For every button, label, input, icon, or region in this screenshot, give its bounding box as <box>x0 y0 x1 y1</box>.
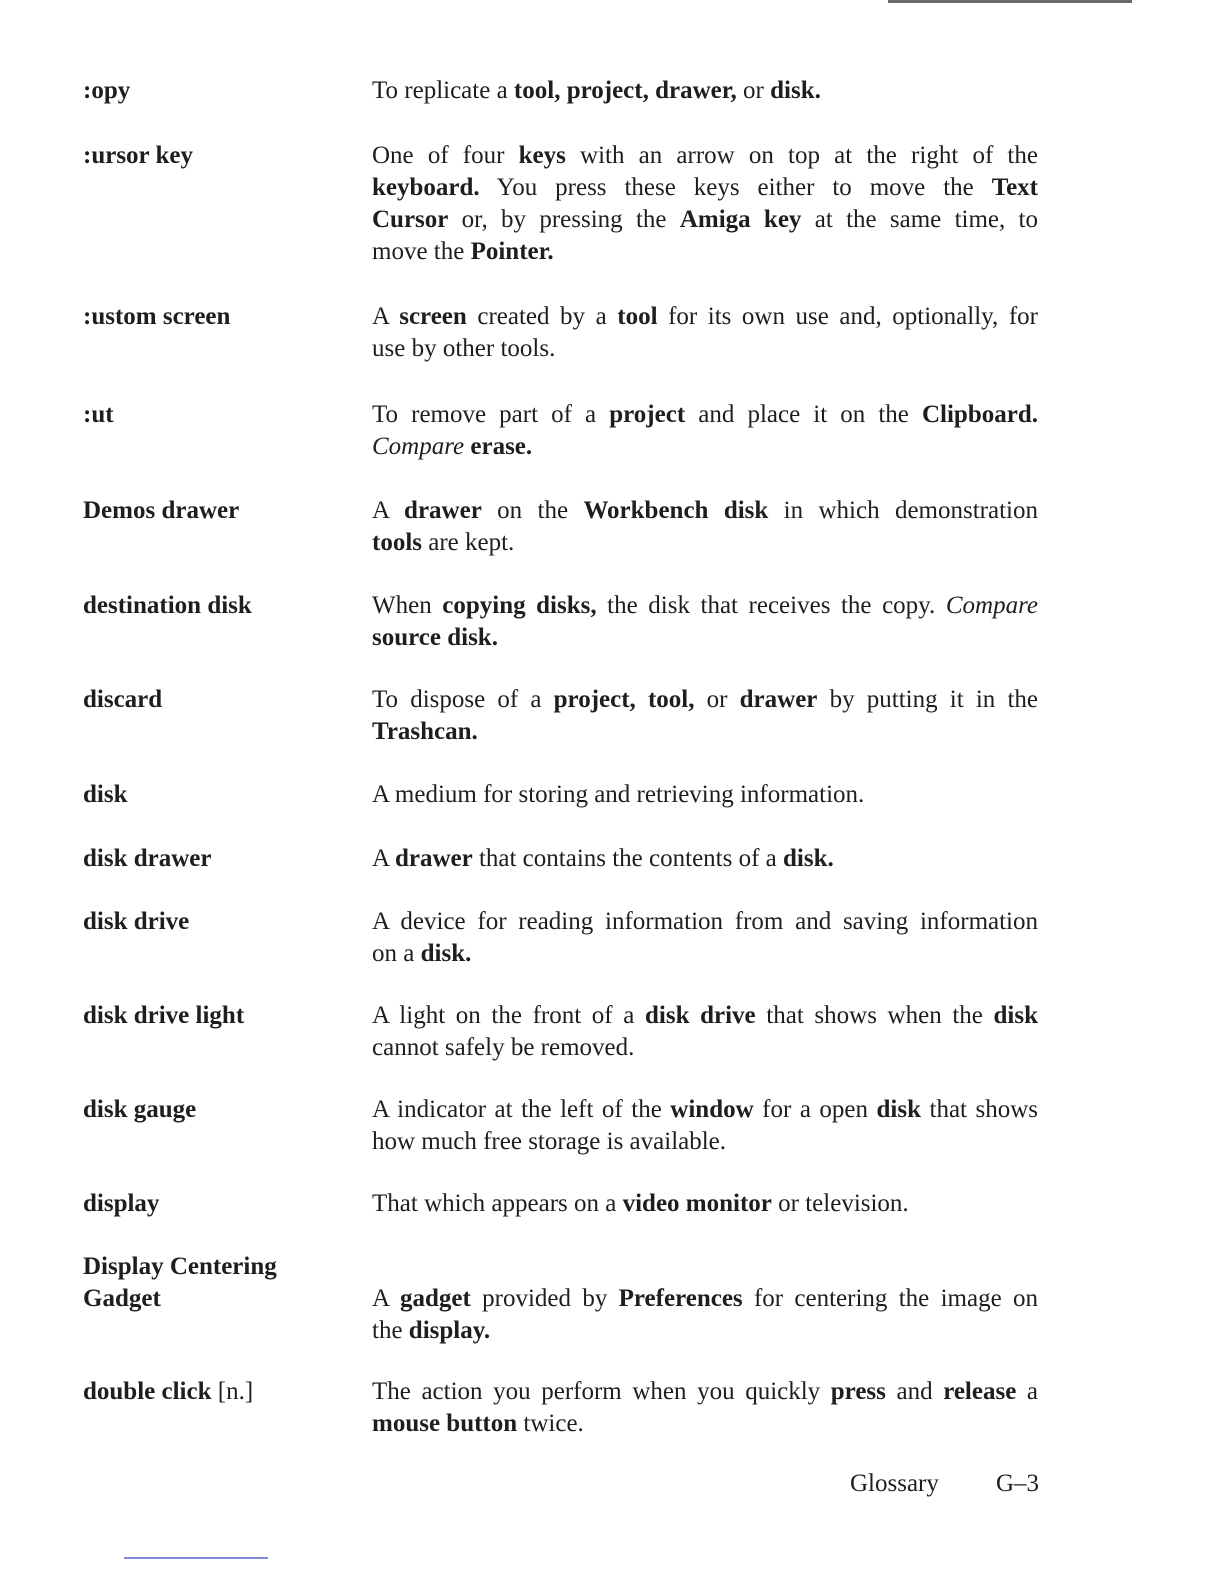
definition-text: for a open <box>753 1096 877 1123</box>
cross-reference-term: tool, project, drawer, <box>513 77 737 104</box>
definition-text: that shows when the <box>755 1002 994 1029</box>
cross-reference-term: drawer <box>394 845 473 872</box>
glossary-definition <box>372 75 1038 107</box>
cross-reference-term: video monitor <box>622 1190 772 1217</box>
cross-reference-term: Preferences <box>618 1285 743 1312</box>
definition-text: When <box>372 592 443 619</box>
definition-line <box>372 938 1038 970</box>
cross-reference-term: disk. <box>420 940 472 967</box>
definition-line <box>372 1376 1038 1408</box>
glossary-term-text: double click <box>83 1378 212 1405</box>
glossary-term <box>83 779 353 811</box>
footer-section-title: Glossary <box>850 1470 939 1497</box>
glossary-term-text: display <box>83 1190 160 1217</box>
glossary-term-text: disk <box>83 781 128 808</box>
bottom-rule <box>124 1557 268 1559</box>
definition-text: A medium for storing and retrieving information. <box>372 781 865 808</box>
glossary-term <box>83 75 353 107</box>
definition-text: created by a <box>466 303 618 330</box>
definition-text: provided by <box>470 1285 619 1312</box>
glossary-definition <box>372 399 1038 463</box>
cross-reference-term: drawer <box>404 497 482 524</box>
definition-line <box>372 1000 1038 1032</box>
definition-line <box>372 684 1038 716</box>
definition-text: or <box>736 77 771 104</box>
definition-text: move the <box>372 238 471 265</box>
glossary-term-text: :opy <box>83 77 131 104</box>
cross-reference-term: Amiga key <box>679 206 802 233</box>
glossary-term-text: Demos drawer <box>83 497 240 524</box>
cross-reference-term: release <box>943 1378 1017 1405</box>
definition-text: that contains the contents of a <box>472 845 784 872</box>
definition-text: how much free storage is available. <box>372 1128 727 1155</box>
glossary-term <box>83 843 353 875</box>
cross-reference-term: press <box>830 1378 886 1405</box>
italic-text: Compare <box>372 433 465 460</box>
definition-text: A device for reading information from and saving information <box>372 908 1038 935</box>
cross-reference-term: disk <box>876 1096 921 1123</box>
definition-text: A <box>372 1285 400 1312</box>
definition-text: by putting it in the <box>817 686 1038 713</box>
definition-text: To dispose of a <box>372 686 554 713</box>
definition-text: use by other tools. <box>372 335 556 362</box>
definition-text: That which appears on a <box>372 1190 623 1217</box>
glossary-definition <box>372 140 1038 268</box>
glossary-term-text: disk drive <box>83 908 190 935</box>
definition-line <box>372 1408 1038 1440</box>
definition-text: cannot safely be removed. <box>372 1034 635 1061</box>
definition-text: To remove part of a <box>372 401 610 428</box>
definition-line <box>372 1032 1038 1064</box>
definition-text: or <box>694 686 740 713</box>
cross-reference-term: tool <box>617 303 658 330</box>
glossary-definition <box>372 1188 1038 1220</box>
cross-reference-term: display. <box>408 1317 491 1344</box>
glossary-term <box>83 1188 353 1220</box>
definition-line <box>372 1283 1038 1315</box>
glossary-term-note: [n.] <box>217 1378 254 1405</box>
cross-reference-term: window <box>670 1096 754 1123</box>
definition-line <box>372 906 1038 938</box>
glossary-definition <box>372 1000 1038 1064</box>
definition-line <box>372 140 1038 172</box>
glossary-definition <box>372 906 1038 970</box>
definition-line <box>372 779 1038 811</box>
cross-reference-term: screen <box>399 303 467 330</box>
cross-reference-term: Trashcan. <box>372 718 478 745</box>
cross-reference-term: Workbench disk <box>583 497 769 524</box>
cross-reference-term: Pointer. <box>470 238 554 265</box>
glossary-definition <box>372 590 1038 654</box>
cross-reference-term: erase. <box>470 433 533 460</box>
glossary-term <box>83 1000 353 1032</box>
definition-text: on the <box>481 497 584 524</box>
definition-text: A <box>372 303 400 330</box>
cross-reference-term: disk. <box>783 845 834 872</box>
glossary-definition <box>372 495 1038 559</box>
glossary-term <box>83 140 353 172</box>
definition-line <box>372 1126 1038 1158</box>
definition-text: A <box>372 845 395 872</box>
cross-reference-term: copying disks, <box>442 592 597 619</box>
definition-line <box>372 1094 1038 1126</box>
definition-line <box>372 399 1038 431</box>
footer-page-number: G–3 <box>996 1470 1040 1497</box>
cross-reference-term: keys <box>518 142 566 169</box>
glossary-definition <box>372 843 1038 875</box>
glossary-definition <box>372 301 1038 365</box>
cross-reference-term: source disk. <box>372 624 498 651</box>
glossary-definition <box>372 1376 1038 1440</box>
definition-text: for its own use and, optionally, for <box>657 303 1038 330</box>
glossary-definition <box>372 779 1038 811</box>
glossary-term <box>83 1251 298 1315</box>
cross-reference-term: keyboard. <box>372 174 480 201</box>
glossary-term-text: :ut <box>83 401 114 428</box>
glossary-term-text: discard <box>83 686 163 713</box>
glossary-definition <box>372 684 1038 748</box>
cross-reference-term: project, tool, <box>553 686 695 713</box>
definition-text: and place it on the <box>685 401 922 428</box>
definition-text: and <box>885 1378 944 1405</box>
definition-text: A indicator at the left of the <box>372 1096 671 1123</box>
definition-line <box>372 333 1038 365</box>
cross-reference-term: disk drive <box>645 1002 756 1029</box>
definition-text: are kept. <box>422 529 515 556</box>
definition-text: or, by pressing the <box>448 206 680 233</box>
cross-reference-term: project <box>609 401 686 428</box>
glossary-term-text: :ustom screen <box>83 303 231 330</box>
cross-reference-term: Clipboard. <box>921 401 1038 428</box>
glossary-term-text: destination disk <box>83 592 252 619</box>
top-rule <box>888 0 1132 3</box>
definition-line <box>372 622 1038 654</box>
definition-line <box>372 716 1038 748</box>
definition-line <box>372 236 1038 268</box>
cross-reference-term: disk <box>993 1002 1038 1029</box>
cross-reference-term: disk. <box>770 77 821 104</box>
definition-line <box>372 1188 1038 1220</box>
cross-reference-term: Cursor <box>372 206 449 233</box>
cross-reference-term: tools <box>372 529 422 556</box>
glossary-term-text: disk drive light <box>83 1002 245 1029</box>
definition-text: the disk that receives the copy. <box>596 592 946 619</box>
cross-reference-term: Text <box>991 174 1038 201</box>
definition-text: a <box>1016 1378 1038 1405</box>
italic-text: Compare <box>945 592 1038 619</box>
glossary-term <box>83 684 353 716</box>
definition-text: A <box>372 497 405 524</box>
cross-reference-term: mouse button <box>372 1410 518 1437</box>
definition-line <box>372 204 1038 236</box>
glossary-definition <box>372 1283 1038 1347</box>
definition-text: at the same time, to <box>801 206 1038 233</box>
glossary-term <box>83 1376 353 1408</box>
glossary-term <box>83 301 353 333</box>
definition-text: for centering the image on <box>742 1285 1038 1312</box>
cross-reference-term: drawer <box>739 686 818 713</box>
definition-text: A light on the front of a <box>372 1002 645 1029</box>
definition-text: One of four <box>372 142 519 169</box>
definition-line <box>372 431 1038 463</box>
glossary-term <box>83 906 353 938</box>
definition-line <box>372 301 1038 333</box>
definition-line <box>372 843 1038 875</box>
definition-text: To replicate a <box>372 77 514 104</box>
definition-text: twice. <box>517 1410 584 1437</box>
definition-text: that shows <box>921 1096 1038 1123</box>
definition-text: or television. <box>771 1190 909 1217</box>
definition-text: You press these keys either to move the <box>479 174 992 201</box>
definition-text: The action you perform when you quickly <box>372 1378 831 1405</box>
glossary-term-text: disk drawer <box>83 845 212 872</box>
definition-line <box>372 495 1038 527</box>
definition-text: the <box>372 1317 409 1344</box>
glossary-term <box>83 495 353 527</box>
definition-line <box>372 1315 1038 1347</box>
definition-line <box>372 590 1038 622</box>
glossary-term <box>83 1094 353 1126</box>
definition-line <box>372 75 1038 107</box>
definition-text: in which demonstration <box>768 497 1038 524</box>
definition-line <box>372 172 1038 204</box>
glossary-definition <box>372 1094 1038 1158</box>
glossary-term-text: Display Centering Gadget <box>83 1253 277 1312</box>
glossary-term-text: disk gauge <box>83 1096 197 1123</box>
glossary-term <box>83 590 353 622</box>
definition-text: on a <box>372 940 421 967</box>
definition-line <box>372 527 1038 559</box>
glossary-term-text: :ursor key <box>83 142 193 169</box>
definition-text: with an arrow on top at the right of the <box>565 142 1038 169</box>
glossary-term <box>83 399 353 431</box>
cross-reference-term: gadget <box>400 1285 471 1312</box>
